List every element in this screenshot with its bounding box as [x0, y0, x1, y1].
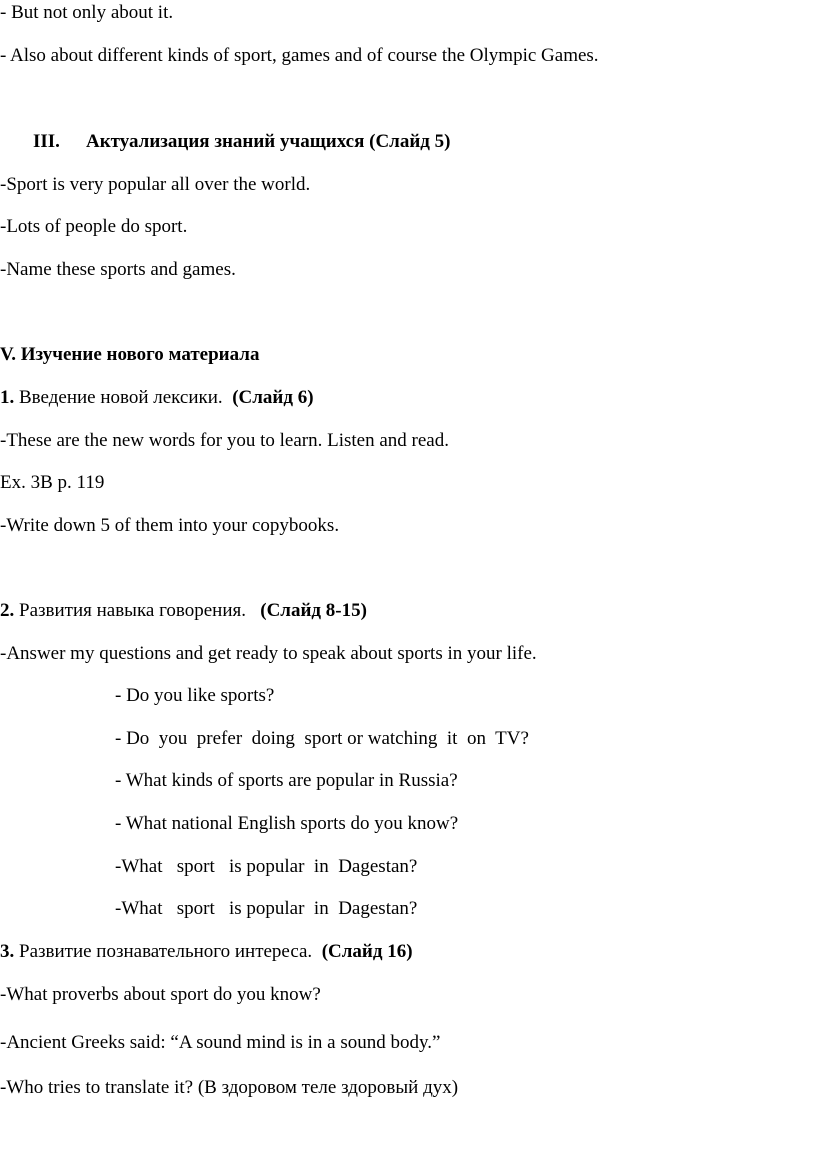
question-item: - What kinds of sports are popular in Russia?: [115, 770, 458, 791]
subsection-title: Развития навыка говорения.: [14, 600, 246, 621]
dialogue-line: - But not only about it.: [0, 2, 174, 23]
subsection-heading-3: [0, 941, 413, 963]
teacher-line: -These are the new words for you to learn. Listen and read.: [0, 430, 449, 451]
section-heading-5: V. Изучение нового материала: [0, 344, 260, 365]
question-item: -What sport is popular in Dagestan?: [115, 856, 418, 877]
dialogue-line: - Also about different kinds of sport, games and of course the Olympic Games.: [0, 45, 599, 66]
teacher-line: -Answer my questions and get ready to speak about sports in your life.: [0, 643, 537, 664]
slide-reference: (Слайд 16): [312, 941, 413, 962]
slide-reference: (Слайд 8-15): [246, 600, 367, 621]
subsection-heading-2: [0, 600, 367, 622]
subsection-number: 1.: [0, 387, 15, 408]
subsection-number: 3.: [0, 941, 15, 962]
subsection-heading-1: [0, 387, 314, 409]
subsection-title: Развитие познавательного интереса.: [14, 941, 313, 962]
section-heading-3: [0, 131, 450, 153]
teacher-line: -Name these sports and games.: [0, 259, 236, 280]
subsection-title: Введение новой лексики.: [14, 387, 223, 408]
teacher-line: -Lots of people do sport.: [0, 216, 188, 237]
question-item: -What sport is popular in Dagestan?: [115, 898, 418, 919]
section-number: III.: [33, 131, 60, 152]
teacher-line: -Sport is very popular all over the world.: [0, 174, 311, 195]
teacher-line: -Write down 5 of them into your copybooks.: [0, 515, 340, 536]
slide-reference: (Слайд 6): [222, 387, 314, 408]
question-item: - Do you like sports?: [115, 685, 275, 706]
exercise-reference: Ex. 3B p. 119: [0, 472, 105, 493]
subsection-number: 2.: [0, 600, 15, 621]
teacher-line: -Who tries to translate it? (В здоровом теле здоровый дух): [0, 1077, 459, 1098]
question-item: - Do you prefer doing sport or watching it on TV?: [115, 728, 529, 749]
section-title: Актуализация знаний учащихся (Слайд 5): [86, 131, 451, 152]
teacher-line: -What proverbs about sport do you know?: [0, 984, 321, 1005]
question-item: - What national English sports do you know?: [115, 813, 459, 834]
teacher-line: -Ancient Greeks said: “A sound mind is in a sound body.”: [0, 1032, 441, 1053]
